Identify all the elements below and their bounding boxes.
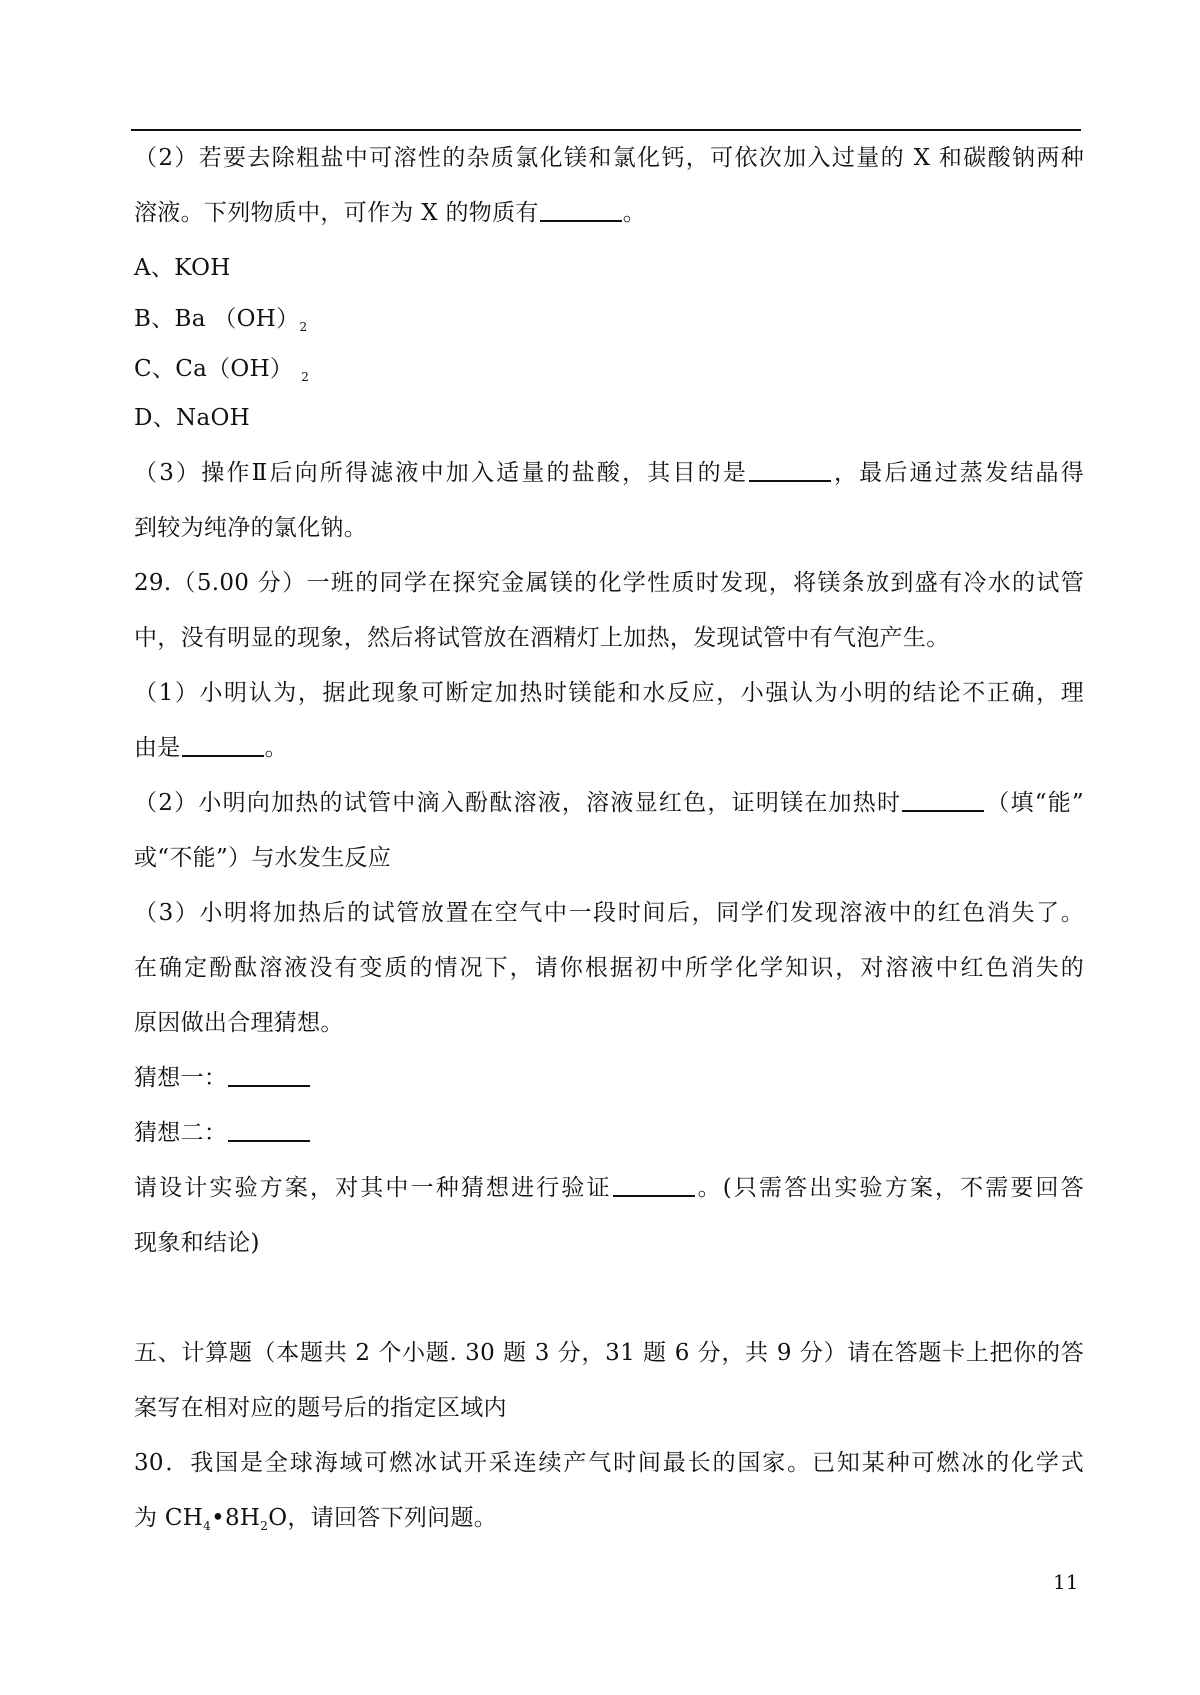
header-rule: [131, 129, 1081, 131]
page-number: 11: [1053, 1570, 1079, 1594]
answer-blank[interactable]: [182, 735, 264, 757]
q28-3-line2: 到较为纯净的氯化钠。: [134, 515, 367, 541]
q29-1-line1: （1）小明认为，据此现象可断定加热时镁能和水反应，小强认为小明的结论不正确，理: [134, 680, 1084, 706]
q28-3-line1: （3）操作Ⅱ后向所得滤液中加入适量的盐酸，其目的是 ，最后通过蒸发结晶得: [134, 460, 1084, 486]
q29-line1: 29.（5.00 分）一班的同学在探究金属镁的化学性质时发现，将镁条放到盛有冷水的试管: [134, 570, 1084, 596]
answer-blank[interactable]: [228, 1120, 310, 1142]
option-c: C、Ca（OH） $_2$: [134, 356, 310, 384]
option-b: B、Ba $(OH)_2$: [134, 306, 308, 334]
design-line1: 请设计实验方案，对其中一种猜想进行验证 。(只需答出实验方案，不需要回答: [134, 1175, 1085, 1201]
option-d: D、NaOH: [134, 405, 250, 431]
q29-1-line2: 由是 。: [134, 735, 288, 761]
section5-line2: 案写在相对应的题号后的指定区域内: [134, 1395, 507, 1421]
answer-blank[interactable]: [902, 790, 984, 812]
q28-2-line2: 溶液。下列物质中，可作为 X 的物质有 。: [134, 200, 647, 226]
q29-3-line2: 在确定酚酞溶液没有变质的情况下，请你根据初中所学化学知识，对溶液中红色消失的: [134, 955, 1084, 981]
guess-one: 猜想一：: [134, 1060, 1084, 1096]
answer-blank[interactable]: [228, 1065, 310, 1087]
answer-blank[interactable]: [613, 1175, 695, 1197]
guess-two: 猜想二：: [134, 1115, 1084, 1151]
q30-line2: 为 $CH_4•8H_2O$，请回答下列问题。: [134, 1505, 498, 1533]
answer-blank[interactable]: [540, 200, 622, 222]
q28-2-line1: （2）若要去除粗盐中可溶性的杂质氯化镁和氯化钙，可依次加入过量的 X 和碳酸钠两种: [134, 145, 1084, 171]
answer-blank[interactable]: [749, 460, 831, 482]
design-line2: 现象和结论): [134, 1230, 260, 1256]
section5-heading: 五、计算题（本题共 2 个小题. 30 题 3 分，31 题 6 分，共 9 分）请在答题卡上把你的答: [134, 1340, 1084, 1366]
q29-2-line2: 或“不能”）与水发生反应: [134, 845, 392, 871]
q29-3-line3: 原因做出合理猜想。: [134, 1010, 344, 1036]
q29-3-line1: （3）小明将加热后的试管放置在空气中一段时间后，同学们发现溶液中的红色消失了。: [134, 900, 1084, 926]
option-a: A、KOH: [134, 255, 231, 281]
q29-2-line1: （2）小明向加热的试管中滴入酚酞溶液，溶液显红色，证明镁在加热时 （填“能”: [134, 790, 1084, 816]
q30-line1: 30．我国是全球海域可燃冰试开采连续产气时间最长的国家。已知某种可燃冰的化学式: [134, 1450, 1084, 1476]
q29-line2: 中，没有明显的现象，然后将试管放在酒精灯上加热，发现试管中有气泡产生。: [134, 625, 950, 651]
